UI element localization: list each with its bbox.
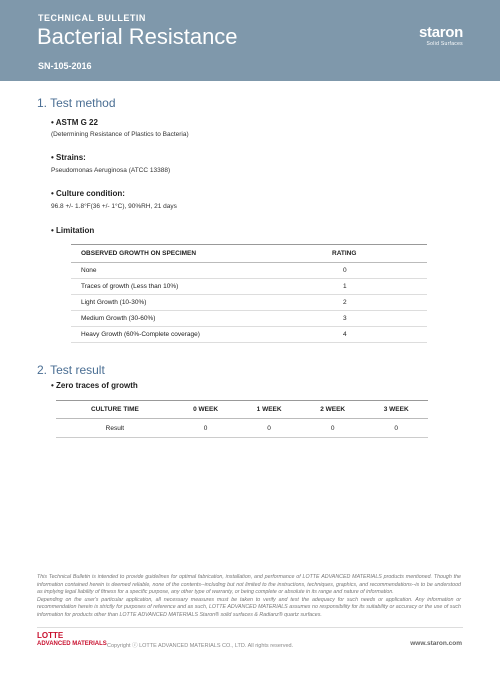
table-row [71, 295, 427, 311]
table-row [71, 263, 427, 279]
table-cell: Result [56, 419, 174, 438]
table-row [71, 279, 427, 295]
table-cell: Medium Growth (30-60%) [71, 311, 332, 327]
table-cell: None [71, 263, 332, 279]
website-url[interactable]: www.staron.com [410, 640, 462, 647]
page-title: Bacterial Resistance [37, 24, 238, 49]
section-test-result-title: 2. Test result [37, 363, 105, 377]
table-header-row [56, 401, 428, 419]
staron-logo [419, 24, 463, 47]
strains-description: Pseudomonas Aeruginosa (ATCC 13388) [51, 167, 171, 174]
table-cell: 0 [332, 263, 427, 279]
logo-tagline: Solid Surfaces [426, 41, 463, 47]
table-cell: 0 [174, 419, 238, 438]
column-header: 3 WEEK [364, 401, 428, 419]
bullet-zero-traces: • Zero traces of growth [51, 381, 138, 390]
table-row [71, 311, 427, 327]
table-header-row [71, 245, 427, 263]
table-cell: Heavy Growth (60%-Complete coverage) [71, 327, 332, 343]
table-cell: 3 [332, 311, 427, 327]
logo-wordmark: staron [418, 24, 463, 41]
result-table [56, 400, 428, 438]
header-banner [0, 0, 500, 81]
table-cell: 0 [237, 419, 301, 438]
disclaimer-paragraph: Depending on the user's particular application, all necessary measures must be taken to verify and test the adequacy for such needs or application. Any information or recommendation herein is strictly for purposes of reference and as such, LOTTE ADVANCED MATERIALS assumes no responsibility for its suitability or accuracy or the use of such information for products other than LOTTE ADVANCED MATERIALS Staron® solid surfaces & Radianz® quartz surfaces. [37, 596, 461, 618]
column-header: RATING [332, 245, 427, 263]
table-cell: 0 [301, 419, 365, 438]
bullet-limitation: • Limitation [51, 226, 95, 235]
document-code: SN-105-2016 [38, 61, 92, 71]
footer-divider [37, 627, 463, 628]
table-cell: 2 [332, 295, 427, 311]
table-row [56, 419, 428, 438]
table-cell: 4 [332, 327, 427, 343]
table-cell: Traces of growth (Less than 10%) [71, 279, 332, 295]
table-cell: 0 [364, 419, 428, 438]
table-cell: Light Growth (10-30%) [71, 295, 332, 311]
lotte-logo-line1: LOTTE [37, 631, 64, 640]
bullet-astm: • ASTM G 22 [51, 118, 98, 127]
column-header: CULTURE TIME [56, 401, 174, 419]
disclaimer-text [37, 574, 461, 620]
bullet-culture-condition: • Culture condition: [51, 189, 125, 198]
culture-condition-description: 96.8 +/- 1.8°F(36 +/- 1°C), 90%RH, 21 days [51, 203, 177, 210]
lotte-logo [37, 632, 107, 648]
table-row [71, 327, 427, 343]
lotte-logo-line2: ADVANCED MATERIALS [37, 641, 107, 647]
copyright-text: Copyright ⓒ LOTTE ADVANCED MATERIALS CO., LTD. All rights reserved. [107, 643, 294, 649]
bulletin-kicker: TECHNICAL BULLETIN [38, 13, 146, 23]
section-test-method-title: 1. Test method [37, 96, 116, 110]
column-header: OBSERVED GROWTH ON SPECIMEN [71, 245, 332, 263]
bullet-strains: • Strains: [51, 153, 86, 162]
disclaimer-paragraph: This Technical Bulletin is intended to provide guidelines for optimal fabrication, installation, and performance of LOTTE ADVANCED MATERIALS products mentioned. Though the information contained herein is deemed reliable, none of the contents--including but not limited to the instructions, techniques, graphics, and recommendations--is to be understood as implying legal liability of fitness for a specific purpose, any other type of warranty, or being complete or absolute in its range and nature of information. [37, 574, 461, 596]
column-header: 1 WEEK [237, 401, 301, 419]
column-header: 0 WEEK [174, 401, 238, 419]
limitation-table [71, 244, 427, 343]
astm-description: (Determining Resistance of Plastics to Bacteria) [51, 131, 189, 138]
table-cell: 1 [332, 279, 427, 295]
column-header: 2 WEEK [301, 401, 365, 419]
